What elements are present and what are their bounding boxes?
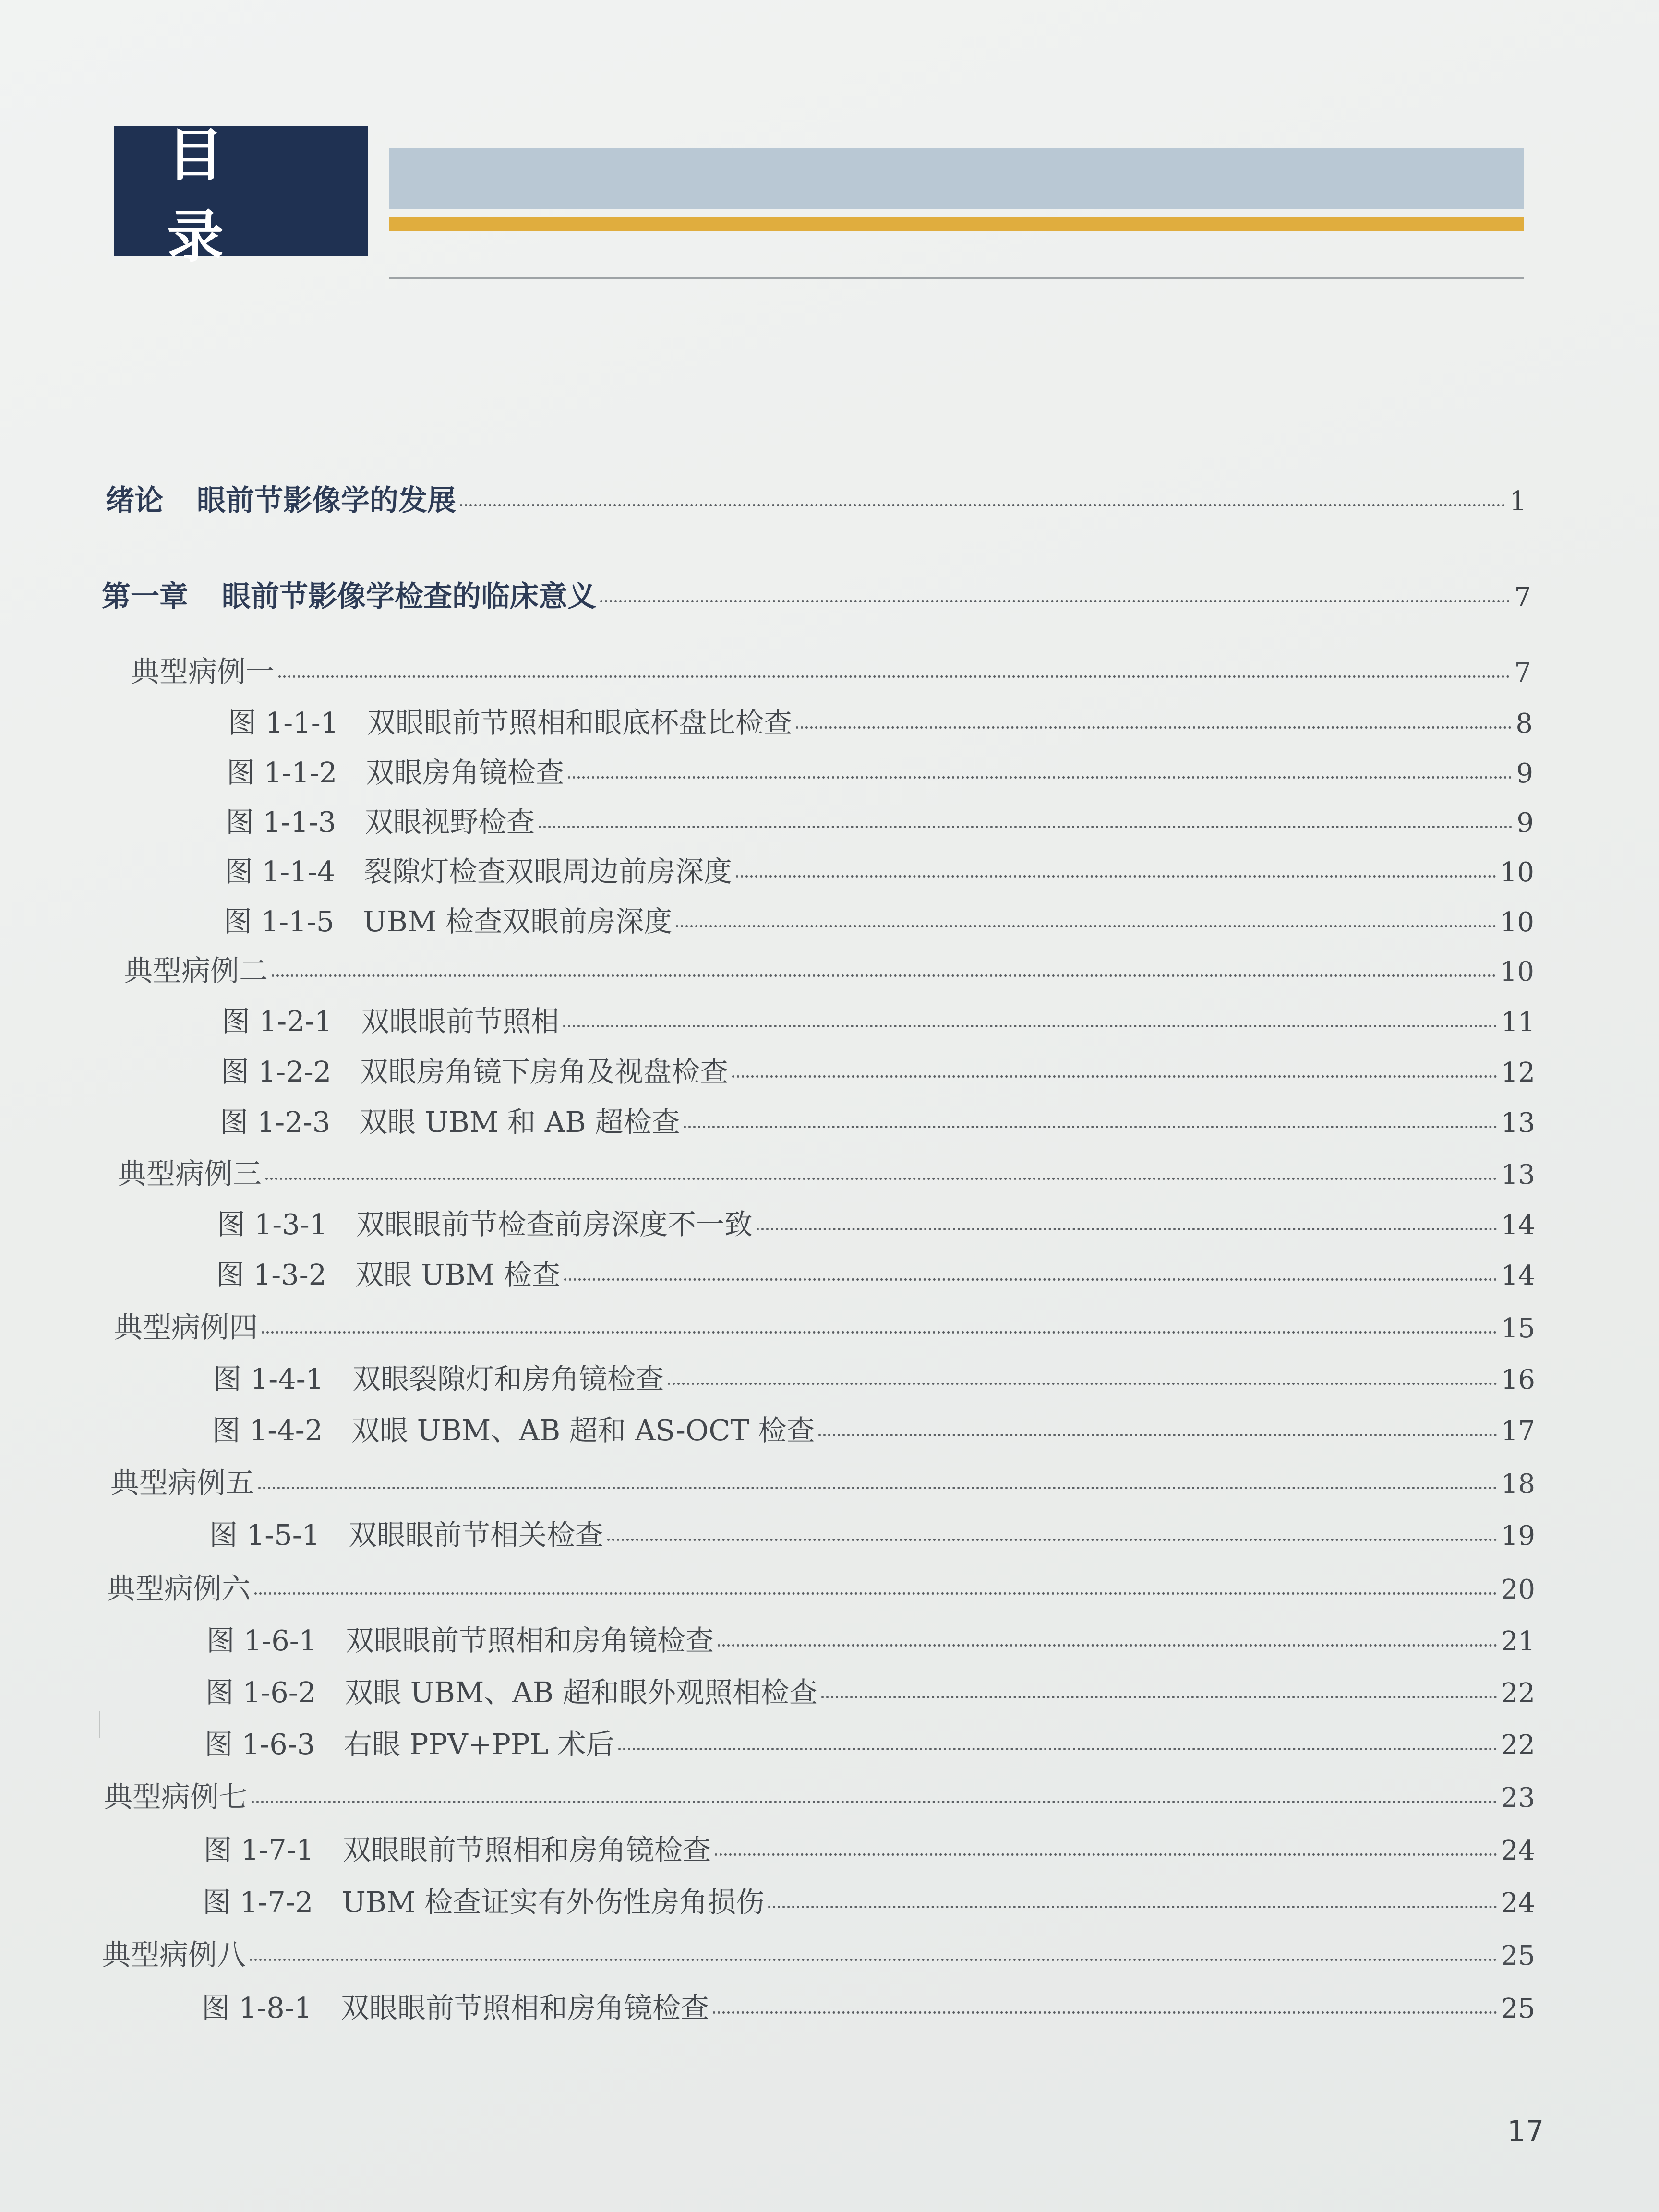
dot-leader bbox=[564, 1278, 1497, 1281]
toc-entry-page: 9 bbox=[1516, 807, 1534, 839]
toc-entry-page: 15 bbox=[1501, 1313, 1535, 1344]
toc-entry-number: 图 1-3-1 bbox=[217, 1208, 328, 1241]
toc-row-figure[interactable] bbox=[203, 1879, 1535, 1920]
toc-entry-page: 9 bbox=[1516, 758, 1533, 789]
dot-leader bbox=[713, 2011, 1497, 2014]
toc-entry-title: 典型病例六 bbox=[107, 1572, 251, 1606]
toc-entry-page: 13 bbox=[1501, 1107, 1535, 1139]
toc-entry-number: 图 1-6-1 bbox=[206, 1624, 317, 1657]
dot-leader bbox=[796, 726, 1512, 729]
toc-entry-page: 24 bbox=[1501, 1887, 1535, 1919]
dot-leader bbox=[818, 1434, 1497, 1436]
toc-entry-title: 双眼 UBM 和 AB 超检查 bbox=[359, 1106, 680, 1139]
toc-row-figure[interactable] bbox=[204, 1721, 1535, 1762]
toc-entry-title: 双眼 UBM、AB 超和眼外观照相检查 bbox=[345, 1676, 817, 1709]
toc-row-figure[interactable] bbox=[220, 1099, 1535, 1140]
toc-entry-number: 绪论 bbox=[106, 484, 163, 517]
dot-leader bbox=[607, 1539, 1497, 1541]
toc-entry-title: 典型病例七 bbox=[104, 1780, 248, 1814]
toc-entry-page: 25 bbox=[1501, 1993, 1535, 2024]
toc-entry-title: 双眼房角镜检查 bbox=[366, 756, 565, 789]
dot-leader bbox=[262, 1331, 1497, 1334]
toc-entry-title: UBM 检查双眼前房深度 bbox=[363, 905, 673, 938]
toc-entry-page: 11 bbox=[1501, 1007, 1535, 1038]
toc-entry-number: 图 1-1-3 bbox=[226, 805, 337, 839]
toc-entry-title: 双眼裂隙灯和房角镜检查 bbox=[352, 1362, 664, 1395]
dot-leader bbox=[250, 1959, 1497, 1961]
toc-entry-title: 裂隙灯检查双眼周边前房深度 bbox=[364, 855, 733, 888]
dot-leader bbox=[676, 925, 1496, 927]
toc-row-figure[interactable] bbox=[209, 1512, 1535, 1553]
toc-entry-page: 23 bbox=[1501, 1782, 1535, 1814]
toc-entry-number: 图 1-3-2 bbox=[216, 1258, 327, 1291]
dot-leader bbox=[718, 1644, 1497, 1647]
toc-entry-page: 17 bbox=[1501, 1416, 1535, 1447]
toc-entry-number: 图 1-4-1 bbox=[213, 1362, 324, 1395]
toc-entry-number: 图 1-2-1 bbox=[222, 1005, 333, 1038]
toc-entry-number: 第一章 bbox=[102, 580, 188, 613]
toc-entry-page: 10 bbox=[1500, 857, 1534, 888]
toc-entry-title: 右眼 PPV+PPL 术后 bbox=[344, 1728, 614, 1761]
dot-leader bbox=[460, 504, 1505, 506]
toc-entry-page: 10 bbox=[1500, 956, 1534, 987]
dot-leader bbox=[254, 1592, 1497, 1595]
toc-entry-title: 双眼眼前节照相和房角镜检查 bbox=[343, 1833, 711, 1866]
toc-entry-number: 图 1-2-3 bbox=[220, 1106, 331, 1139]
dot-leader bbox=[768, 1906, 1497, 1908]
toc-row-figure[interactable] bbox=[227, 750, 1533, 791]
toc-entry-page: 12 bbox=[1501, 1057, 1535, 1088]
toc-entry-title: UBM 检查证实有外伤性房角损伤 bbox=[342, 1886, 765, 1919]
toc-row-figure[interactable] bbox=[216, 1252, 1535, 1293]
dot-leader bbox=[568, 776, 1512, 779]
dot-leader bbox=[252, 1801, 1497, 1803]
toc-row-case[interactable] bbox=[131, 649, 1531, 690]
dot-leader bbox=[732, 1075, 1497, 1078]
toc-entry-number: 图 1-1-1 bbox=[228, 706, 339, 739]
toc-row-figure[interactable] bbox=[221, 1049, 1535, 1090]
toc-entry-page: 19 bbox=[1501, 1520, 1535, 1551]
toc-row-figure[interactable] bbox=[206, 1618, 1535, 1659]
toc-entry-page: 7 bbox=[1514, 657, 1531, 688]
toc-entry-number: 图 1-7-1 bbox=[204, 1833, 314, 1866]
toc-title: 目 录 bbox=[114, 126, 368, 256]
toc-row-figure[interactable] bbox=[212, 1407, 1535, 1448]
dot-leader bbox=[618, 1748, 1497, 1750]
toc-row-case[interactable] bbox=[104, 1774, 1535, 1815]
toc-entry-title: 双眼 UBM、AB 超和 AS-OCT 检查 bbox=[351, 1414, 815, 1447]
dot-leader bbox=[265, 1178, 1497, 1180]
toc-entry-title: 双眼眼前节检查前房深度不一致 bbox=[356, 1208, 753, 1241]
toc-entry-page: 1 bbox=[1509, 486, 1527, 517]
toc-entry-page: 10 bbox=[1500, 907, 1534, 938]
toc-entry-page: 25 bbox=[1501, 1940, 1535, 1972]
toc-row-figure[interactable] bbox=[202, 1985, 1535, 2026]
toc-entry-title: 典型病例八 bbox=[102, 1938, 246, 1972]
toc-entry-title: 双眼眼前节照相和眼底杯盘比检查 bbox=[367, 706, 793, 739]
toc-row-figure[interactable] bbox=[205, 1670, 1535, 1710]
toc-entry-page: 24 bbox=[1501, 1835, 1535, 1866]
dot-leader bbox=[668, 1382, 1497, 1385]
toc-entry-number: 图 1-1-2 bbox=[227, 756, 337, 789]
toc-entry-page: 21 bbox=[1501, 1626, 1535, 1657]
toc-entry-title: 眼前节影像学的发展 bbox=[197, 484, 456, 517]
toc-row-figure[interactable] bbox=[204, 1827, 1535, 1868]
toc-entry-number: 图 1-5-1 bbox=[209, 1518, 320, 1551]
dot-leader bbox=[600, 600, 1510, 602]
dot-leader bbox=[684, 1126, 1497, 1128]
toc-row-figure[interactable] bbox=[225, 849, 1534, 890]
toc-entry-title: 典型病例四 bbox=[114, 1311, 258, 1345]
page-number: 17 bbox=[1507, 2115, 1544, 2148]
toc-entry-title: 典型病例三 bbox=[118, 1157, 262, 1191]
dot-leader bbox=[757, 1228, 1497, 1230]
toc-entry-title: 典型病例一 bbox=[131, 655, 275, 689]
dot-leader bbox=[715, 1853, 1497, 1856]
toc-entry-number: 图 1-6-3 bbox=[204, 1728, 315, 1761]
toc-entry-page: 13 bbox=[1501, 1159, 1535, 1190]
dot-leader bbox=[563, 1025, 1497, 1027]
margin-line bbox=[99, 1711, 100, 1738]
toc-row-case[interactable] bbox=[102, 1932, 1535, 1973]
toc-entry-page: 7 bbox=[1514, 582, 1531, 613]
dot-leader bbox=[278, 675, 1510, 678]
toc-entry-title: 双眼视野检查 bbox=[365, 805, 535, 839]
toc-row-chapter-1[interactable] bbox=[102, 574, 1531, 615]
dot-leader bbox=[736, 875, 1496, 878]
toc-entry-title: 双眼 UBM 检查 bbox=[355, 1258, 561, 1291]
toc-entry-number: 图 1-2-2 bbox=[221, 1055, 332, 1088]
toc-entry-title: 典型病例二 bbox=[124, 954, 268, 988]
toc-entry-number: 图 1-8-1 bbox=[202, 1991, 313, 2024]
toc-row-figure[interactable] bbox=[217, 1202, 1535, 1242]
toc-entry-page: 22 bbox=[1501, 1678, 1535, 1709]
toc-entry-number: 图 1-4-2 bbox=[212, 1414, 323, 1447]
toc-entry-number: 图 1-6-2 bbox=[205, 1676, 316, 1709]
toc-entry-number: 图 1-1-4 bbox=[225, 855, 336, 888]
dot-leader bbox=[821, 1696, 1497, 1698]
toc-row-figure[interactable] bbox=[226, 799, 1534, 840]
toc-entry-title: 双眼眼前节相关检查 bbox=[349, 1518, 604, 1551]
toc-entry-title: 典型病例五 bbox=[110, 1467, 254, 1500]
toc-entry-page: 8 bbox=[1515, 708, 1533, 739]
toc-row-case[interactable] bbox=[124, 948, 1534, 989]
toc-entry-number: 图 1-7-2 bbox=[203, 1886, 313, 1919]
toc-row-figure[interactable] bbox=[228, 700, 1533, 741]
toc-entry-page: 20 bbox=[1501, 1574, 1535, 1605]
toc-entry-title: 双眼房角镜下房角及视盘检查 bbox=[360, 1055, 729, 1088]
toc-entry-title: 双眼眼前节照相 bbox=[361, 1005, 560, 1038]
toc-row-case[interactable] bbox=[118, 1151, 1535, 1192]
toc-entry-title: 双眼眼前节照相和房角镜检查 bbox=[341, 1991, 709, 2024]
toc-entry-title: 眼前节影像学检查的临床意义 bbox=[222, 580, 596, 613]
toc-row-case[interactable] bbox=[110, 1460, 1535, 1502]
dot-leader bbox=[539, 826, 1513, 828]
toc-row-case[interactable] bbox=[107, 1566, 1535, 1607]
toc-entry-page: 14 bbox=[1501, 1260, 1535, 1291]
toc-row-figure[interactable] bbox=[213, 1356, 1535, 1397]
toc-entry-page: 16 bbox=[1501, 1364, 1535, 1395]
dot-leader bbox=[258, 1487, 1497, 1489]
toc-row-figure[interactable] bbox=[224, 899, 1534, 939]
toc-row-introduction[interactable] bbox=[106, 478, 1527, 519]
toc-entry-title: 双眼眼前节照相和房角镜检查 bbox=[346, 1624, 714, 1657]
dot-leader bbox=[272, 974, 1496, 977]
toc-entry-page: 14 bbox=[1501, 1210, 1535, 1241]
toc-entry-page: 22 bbox=[1501, 1730, 1535, 1761]
toc-row-case[interactable] bbox=[114, 1305, 1535, 1346]
toc-entry-page: 18 bbox=[1501, 1468, 1535, 1500]
toc-row-figure[interactable] bbox=[222, 998, 1535, 1039]
toc-entry-number: 图 1-1-5 bbox=[224, 905, 335, 938]
